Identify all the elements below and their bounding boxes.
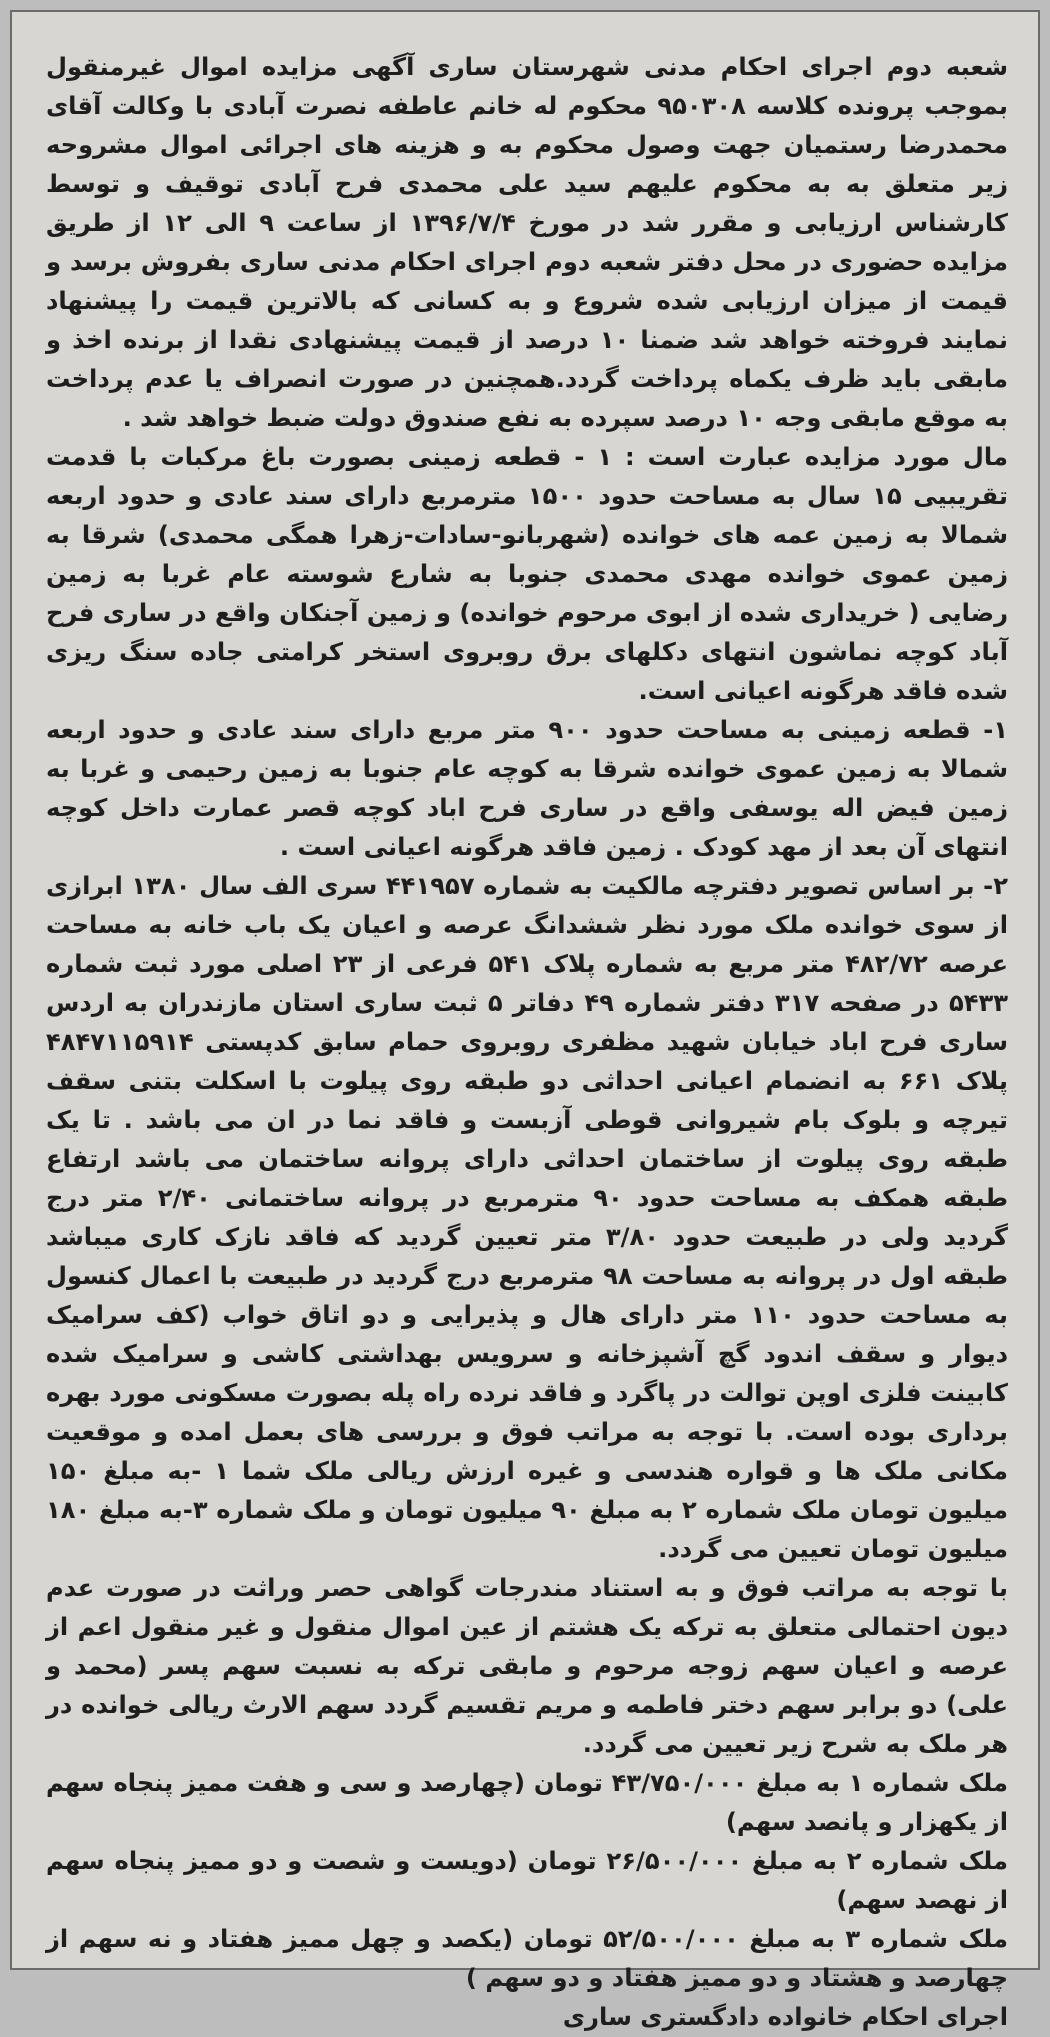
property-2-paragraph: ۱- قطعه زمینی به مساحت حدود ۹۰۰ متر مربع دارای سند عادی و حدود اربعه شمالا به زمین عموی خوانده شرقا به کوچه عام جنوبا به زمین رحیمی و غربا به زمین فیض اله یوسفی واقع در ساری فرح اباد کوچه قصر عمارت داخل کوچه انتهای آن بعد از مهد کودک . زمین فاقد هرگونه اعیانی است . xyxy=(46,716,1009,861)
share-line-2: ملک شماره ۲ به مبلغ ۲۶/۵۰۰/۰۰۰ تومان (دویست و شصت و دو ممیز پنجاه سهم از نهصد سهم) xyxy=(46,1847,1008,1914)
intro-paragraph: شعبه دوم اجرای احکام مدنی شهرستان ساری آگهی مزایده اموال غیرمنقول بموجب پرونده کلاسه ۹۵۰۳۰۸ محکوم له خانم عاطفه نصرت آبادی با وکالت آقای محمدرضا رستمیان جهت وصول محکوم به و هزینه های اجرائی اموال مشروحه زیر متعلق به به محکوم علیهم سید علی محمدی فرح آبادی توقیف و توسط کارشناس ارزیابی و مقرر شد در مورخ ۱۳۹۶/۷/۴ از ساعت ۹ الی ۱۲ از طریق مزایده حضوری در محل دفتر شعبه دوم اجرای احکام مدنی ساری بفروش برسد و قیمت از میزان ارزیابی شده شروع و به کسانی که بالاترین قیمت را پیشنهاد نمایند فروخته خواهد شد ضمنا ۱۰ درصد از قیمت پیشنهادی نقدا از برنده اخذ و مابقی باید ظرف یکماه پرداخت گردد.همچنین در صورت انصراف یا عدم پرداخت به موقع مابقی وجه ۱۰ درصد سپرده به نفع صندوق دولت ضبط خواهد شد . xyxy=(46,53,1008,432)
property-3-paragraph: ۲- بر اساس تصویر دفترچه مالکیت به شماره ۴۴۱۹۵۷ سری الف سال ۱۳۸۰ ابرازی از سوی خوانده ملک مورد نظر ششدانگ عرصه و اعیان یک باب خانه به مساحت عرصه ۴۸۲/۷۲ متر مربع به شماره پلاک ۵۴۱ فرعی از ۲۳ اصلی مورد ثبت شماره ۵۴۳۳ در صفحه ۳۱۷ دفتر شماره ۴۹ دفاتر ۵ ثبت ساری استان مازندران به اردس ساری فرح اباد خیابان شهید مظفری روبروی حمام سابق کدپستی ۴۸۴۷۱۱۵۹۱۴ پلاک ۶۶۱ به انضمام اعیانی احداثی دو طبقه روی پیلوت با اسکلت بتنی سقف تیرچه و بلوک بام شیروانی قوطی آزبست و فاقد نما در ان می باشد . تا یک طبقه روی پیلوت از ساختمان احداثی دارای پروانه ساختمان می باشد ارتفاع طبقه همکف به مساحت حدود ۹۰ مترمربع در پروانه ساختمانی ۲/۴۰ متر درج گردید ولی در طبیعت حدود ۳/۸۰ متر تعیین گردید که فاقد نازک کاری میباشد طبقه اول در پروانه به مساحت ۹۸ مترمربع درج گردید در طبیعت با اعمال کنسول به مساحت حدود ۱۱۰ متر دارای هال و پذیرایی و دو اتاق خواب (کف سرامیک دیوار و سقف اندود گچ آشپزخانه و سرویس بهداشتی کاشی و سرامیک شده کابینت فلزی اوپن توالت در پاگرد و فاقد نرده راه پله بصورت مسکونی مورد بهره برداری بوده است. با توجه به مراتب فوق و بررسی های بعمل امده و موقعیت مکانی ملک ها و قواره هندسی و غیره ارزش ریالی ملک شما ۱ -به مبلغ ۱۵۰ میلیون تومان ملک شماره ۲ به مبلغ ۹۰ میلیون تومان و ملک شماره ۳-به مبلغ ۱۸۰ میلیون تومان تعیین می گردد. xyxy=(46,872,1009,1563)
newspaper-clipping xyxy=(10,10,1040,2031)
inheritance-paragraph: با توجه به مراتب فوق و به استناد مندرجات گواهی حصر وراثت در صورت عدم دیون احتمالی متعلق به ترکه یک هشتم از عین اموال منقول و غیر منقول اعم از عرصه و اعیان سهم زوجه مرحوم و مابقی ترکه به نسبت سهم پسر (محمد و علی) دو برابر سهم دختر فاطمه و مریم تقسیم گردد سهم الارث ریالی خوانده در هر ملک به شرح زیر تعیین می گردد. xyxy=(46,1574,1008,1758)
property-1-paragraph: مال مورد مزایده عبارت است : ۱ - قطعه زمینی بصورت باغ مرکبات با قدمت تقریبیی ۱۵ سال به مساحت حدود ۱۵۰۰ مترمربع دارای سند عادی و حدود اربعه شمالا به زمین عمه های خوانده (شهربانو-سادات-زهرا همگی محمدی) شرقا به زمین عموی خوانده مهدی محمدی جنوبا به شارع شوسته عام غربا به زمین رضایی ( خریداری شده از ابوی مرحوم خوانده) و زمین آجنکان واقع در ساری فرح آباد کوچه نماشون انتهای دکلهای برق روبروی استخر کرامتی جاده سنگ ریزی شده فاقد هرگونه اعیانی است. xyxy=(46,443,1008,705)
signature-line: اجرای احکام خانواده دادگستری ساری xyxy=(562,2003,1008,2031)
share-line-1: ملک شماره ۱ به مبلغ ۴۳/۷۵۰/۰۰۰ تومان (چهارصد و سی و هفت ممیز پنجاه سهم از یکهزار و پانصد سهم) xyxy=(46,1769,1008,1836)
auction-notice xyxy=(46,48,1008,2037)
share-line-3: ملک شماره ۳ به مبلغ ۵۲/۵۰۰/۰۰۰ تومان (یکصد و چهل ممیز هفتاد و نه سهم از چهارصد و هشتاد و دو ممیز هفتاد و دو سهم ) xyxy=(46,1925,1008,1992)
